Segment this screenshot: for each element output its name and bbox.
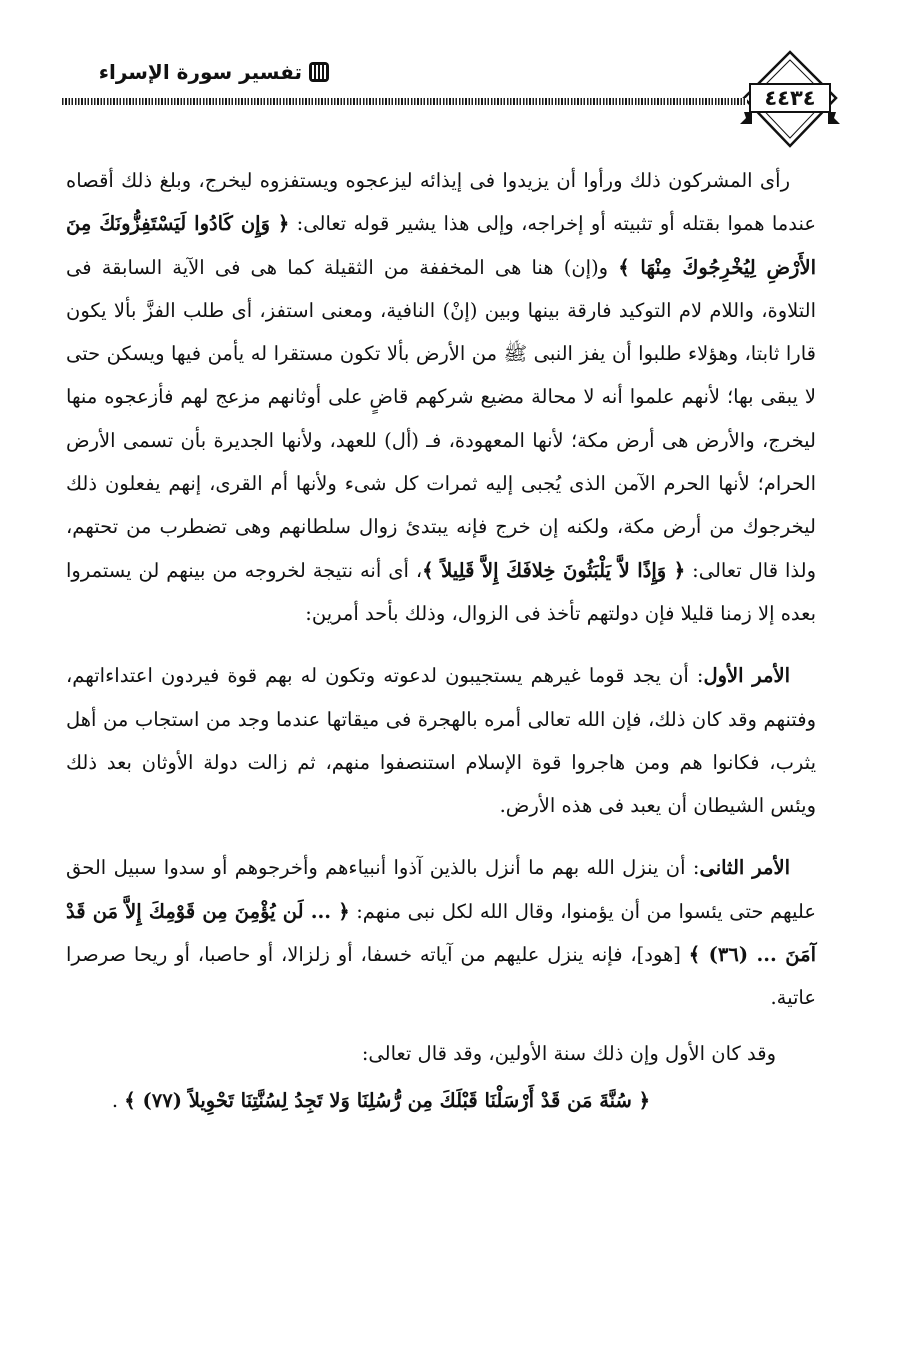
paragraph-1 [66, 159, 816, 635]
text-segment: رأى المشركون ذلك ورأوا أن يزيدوا فى إيذائه ليزعجوه ويستفزوه ليخرج، وبلغ ذلك أقصاه عندما هموا بقتله أو تثبيته أو إخراجه، وإلى هذا يشير قوله تعالى: [66, 169, 816, 236]
text-segment: و(إن) هنا هى المخففة من الثقيلة كما هى فى الآية السابقة فى التلاوة، واللام لام التوكيد فارقة بينها وبين (إنْ) النافية، ومعنى استفز، أى طلب الفزَّ بألا يكون قارا ثابتا، وهؤلاء طلبوا أن يفز النبى ﷺ من الأرض بألا تكون مستقرا له يأمن فيها ويسكن حتى لا يبقى بها؛ لأنهم علموا أنه لا محالة مضيع شركهم قاضٍ على أوثانهم مزعج لهم فأزعجوه منها ليخرج، والأرض هى أرض مكة؛ لأنها المعهودة، فـ (أل) للعهد، ولأنها الجديرة بأن تسمى الأرض الحرام؛ لأنها الحرم الآمن الذى يُجبى إليه ثمرات كل شىء ولأنها أم القرى، إنهم يفعلون ذلك ليخرجوك من أرض مكة، ولكنه إن خرج فإنه يبتدئ زوال سلطانهم وهى تضطرب من تحتهم، ولذا قال تعالى: [66, 255, 817, 582]
quran-verse: ﴿ وَإِن كَادُوا لَيَسْتَفِزُّونَكَ مِنَ الأَرْضِ لِيُخْرِجُوكَ مِنْهَا ﴾ [66, 212, 816, 279]
quran-verse: ﴿ ... لَن يُؤْمِنَ مِن قَوْمِكَ إِلاَّ مَن قَدْ آمَنَ ... (٣٦) ﴾ [66, 899, 816, 967]
text-segment: وقد كان الأول وإن ذلك سنة الأولين، وقد قال تعالى: [361, 1041, 776, 1065]
quran-verse: ﴿ وَإِذًا لاَّ يَلْبَثُونَ خِلافَكَ إِلاَّ قَلِيلاً ﴾ [422, 558, 686, 582]
text-segment: : أن ينزل الله بهم ما أنزل بالذين آذوا أنبياءهم وأخرجوهم أو سدوا سبيل الحق عليهم حتى يئسوا من أن يؤمنوا، وقال الله لكل نبى منهم: [66, 856, 816, 923]
text-segment: [هود]، فإنه ينزل عليهم من آياته خسفا، أو زلزالا، أو حاصبا، أو ريحا صرصرا عاتية. [66, 943, 816, 1010]
paragraph-2 [66, 654, 816, 827]
section-label: الأمر الأول [703, 664, 791, 688]
body-text [66, 159, 816, 1122]
ornament-icon [306, 60, 332, 84]
running-title: تفسير سورة الإسراء [98, 60, 302, 84]
paragraph-3 [66, 846, 816, 1019]
text-segment: . [111, 1088, 125, 1112]
page-number: ٤٤٣٤ [764, 86, 816, 110]
section-label: الأمر الثانى [699, 856, 790, 880]
quran-verse: ﴿ سُنَّةَ مَن قَدْ أَرْسَلْنَا قَبْلَكَ مِن رُّسُلِنَا وَلا تَجِدُ لِسُنَّتِنَا تَحْوِيلاً (٧٧) ﴾ [124, 1088, 651, 1112]
final-verse-line [66, 1079, 816, 1122]
header-rule [62, 98, 747, 105]
text-segment: ، أى أنه نتيجة لخروجه من بينهم لن يستمروا بعده إلا زمنا قليلا فإن دولتهم تأخذ فى الزوال، وذلك بأحد أمرين: [66, 558, 816, 625]
paragraph-4 [66, 1032, 816, 1075]
text-segment: : أن يجد قوما غيرهم يستجيبون لدعوته وتكون له بهم قوة فيردون اعتداءاتهم، وفتنهم وقد كان ذلك، فإن الله تعالى أمره بالهجرة فى ميقاتها عندما وجد من استجاب من أهل يثرب، فكانوا هم ومن هاجروا قوة الإسلام استنصفوا منهم، ثم زالت دولة الأوثان بعد ذلك ويئس الشيطان أن يعبد فى هذه الأرض. [66, 664, 816, 818]
